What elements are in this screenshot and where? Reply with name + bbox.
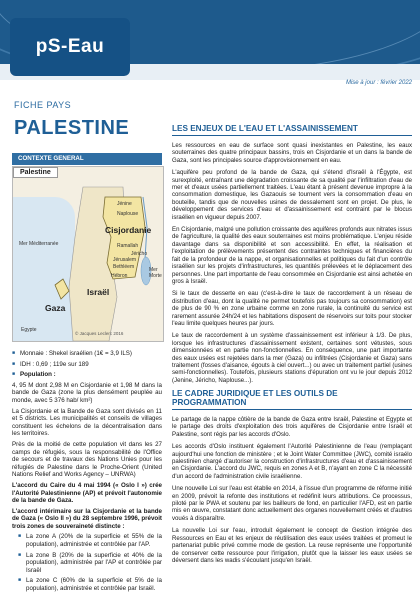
population-heading: ■ Population : [12,371,162,379]
cisjordanie-label: Cisjordanie [105,225,152,235]
oslo2-text: L'accord intérimaire sur la Cisjordanie et la bande de Gaza (« Oslo II ») du 28 septembre 1996, prévoit trois zones de souveraineté distincte : [12,507,162,530]
districts-text: La Cisjordanie et la Bande de Gaza sont divisés en 11 et 5 districts. Les municipalités et conseils de villages constituent les échelons de la décentralisation dans les territoires. [12,407,162,438]
section-cadre [172,389,412,569]
city-label: Hébron [111,273,128,279]
city-label: Ramallah [117,243,139,249]
city-label: Jérusalem [113,257,137,263]
context-body [12,350,162,596]
egypt-label: Egypte [21,327,37,333]
zone-item: ■ La zone B (20% de la superficie et 40% de la population), administrée par l'AP et contrôlée par Israël [12,552,162,575]
idh-item: ■ IDH : 0,69 ; 119e sur 189 [12,361,162,369]
map-country-tag: Palestine [13,167,58,178]
population-text: 4, 95 M dont 2,98 M en Cisjordanie et 1,98 M dans la bande de Gaza (zone la plus densément peuplée au monde, avec 5 376 hab/ km²) [12,381,162,404]
city-label: Jénine [117,201,132,207]
city-label: Bethléem [113,264,135,270]
section-paragraph: Les ressources en eau de surface sont quasi inexistantes en Palestine, les eaux souterraines des quatre principaux bassins, trois en Cisjordanie et un dans la bande de Gaza, sont les principales source d'approvisionnement en eau. [172,142,412,164]
page-title: PALESTINE [14,117,130,139]
pseau-logo [10,18,130,76]
city-label: Naplouse [117,211,139,217]
zone-item: ■ La zone C (60% de la superficie et 5% de la population), administrée et contrôlée par Israël. [12,577,162,592]
gaza-label: Gaza [45,303,66,313]
section-paragraph: Si le taux de desserte en eau (c'est-à-dire le taux de raccordement à un réseau de distribution d'eau, dont la qualité ne permet toutefois pas toujours sa consommation) est de plus de 90 % en zone urbaine comme en zone rurale, la continuité du service est rarement assurée 24h/24 et les habitations disposent de réservoirs sur toits pour stocker l'eau limite quelques heures par jours. [172,290,412,327]
section-paragraph: Le partage de la nappe côtière de la bande de Gaza entre Israël, Palestine et Egypte et le partage des droits d'exploitation des trois aquifères de Cisjordanie entre Israël et Palestine, sont régis par les accords d'Oslo. [172,416,412,438]
country-map [12,166,164,342]
city-label: Jéricho [131,251,148,257]
header-banner [0,0,420,80]
sea-label: Mer Méditerranée [19,241,59,247]
update-date: Mise à jour : février 2022 [345,80,412,86]
section-heading: LES ENJEUX DE L'EAU ET L'ASSAINISSEMENT [172,124,412,136]
oslo1-text: L'accord du Caire du 4 mai 1994 (« Oslo I ») crée l'Autorité Palestinienne (AP) et prévoit l'autonomie de la bande de Gaza. [12,481,162,505]
section-paragraph: L'aquifère peu profond de la bande de Gaza, qui s'étend d'Israël à l'Égypte, est surexploité, entraînant une dégradation croissante de sa qualité par l'infiltration d'eau de mer et d'eaux usées partiellement traitées. L'eau étant à présent devenue impropre à la consommation domestique, les Gazaouis se tournent vers la consommation d'eau en bouteille, tandis que de nouvelles usines de dessalement sont en projet. De plus, le développement des services d'eau et d'assainissement est contraint par le blocus israélien en vigueur depuis 2007. [172,169,412,221]
zone-item: ■ La zone A (20% de la superficie et 55% de la population), administrée et contrôlée par l'AP. [12,533,162,548]
context-section-header: CONTEXTE GENERAL [12,153,162,165]
gaza-region [55,279,69,299]
map-copyright: © Jacques Leclerc 2016 [75,331,124,336]
section-paragraph: En Cisjordanie, malgré une pollution croissante des aquifères profonds aux nitrates issus de l'agriculture, la qualité des eaux souterraines est moins problématique. L'enjeu réside davantage dans sa disponibilité et son accessibilité. En effet, la réalisation et l'exploitation de prélèvements présentent des contraintes techniques et financières du fait de la profondeur de la nappe, et organisationnelles et politiques du fait d'un contrôle israélien sur les projets d'infrastructures, les quantités prélevées et le déplacement des personnes. Une part importante de l'eau consommée en Cisjordanie est ainsi achetée en gros à Israël. [172,226,412,285]
dead-sea-label: Mer Morte [149,267,162,279]
section-enjeux [172,124,412,389]
refugees-text: Près de la moitié de cette population vit dans les 27 camps de réfugiés, sous la responsabilité de l'Office de secours et de travaux des Nations Unies pour les réfugiés de Palestine dans le Proche-Orient (United Nations Relief and Works Agency – UNRWA) [12,440,162,479]
logo-text: pS-Eau [35,36,105,57]
section-paragraph: La nouvelle Loi sur l'eau, introduit également le concept de Gestion intégrée des Ressources en Eau et les enjeux de réutilisation des eaux usées traitées et promeut le partenariat public privé comme mode de gestion. La reuse représente une l'opportunité de conserver cette ressource pour l'irrigation, plutôt que la laisser les eaux usées se déversent dans les wadis s'écoulant jusqu'en Israël. [172,527,412,564]
section-paragraph: Une nouvelle Loi sur l'eau est établie en 2014, à l'issue d'un programme de réforme initié en 2009, prévoit la refonte des institutions et redéfinit leurs attributions. Ce processus, piloté par le PWA et soutenu par les bailleurs de fond, en particulier l'AFD, est en partie mis en œuvre, constatant donc actuellement des organes nouvellement créés et d'autres voués à disparaître. [172,485,412,522]
section-paragraph: Le taux de raccordement à un système d'assainissement est inférieur à 1/3. De plus, lorsque les infrastructures d'assainissement existent, certaines sont vétustes, sous dimensionnées et en partie non-fonctionnelles. En conséquence, une part importante des eaux usées est rejetées dans la mer (Gaza) ou infiltrées (Cisjordanie et Gaza) sans traitement (fosses d'aisance, égouts à ciel ouvert...) ou avec un traitement partiel (usines semi-fonctionnelles). Toutefois, plusieurs stations d'épuration ont vu le jour depuis 2012 (Jenine, Jéricho, Naplouse...). [172,332,412,384]
section-paragraph: Les accords d'Oslo instituent également l'Autorité Palestinienne de l'eau (remplaçant aujourd'hui une fonction de ministère ; et le Joint Water Committee (JWC), comité israélo palestinien chargé d'autoriser la construction d'infrastructures d'eau et d'assainissement en Cisjordanie. L'accord du JWC, requis en zones A et B, n'ayant en zone C la nécessité d'un accord de l'administration civile israélienne. [172,443,412,480]
currency-item: ■ Monnaie : Shekel israélien (1€ = 3,9 ILS) [12,350,162,358]
fiche-label: FICHE PAYS [14,100,72,110]
section-heading: LE CADRE JURIDIQUE ET LES OUTILS DE PROGRAMMATION [172,389,412,410]
israel-label: Israël [87,287,110,297]
